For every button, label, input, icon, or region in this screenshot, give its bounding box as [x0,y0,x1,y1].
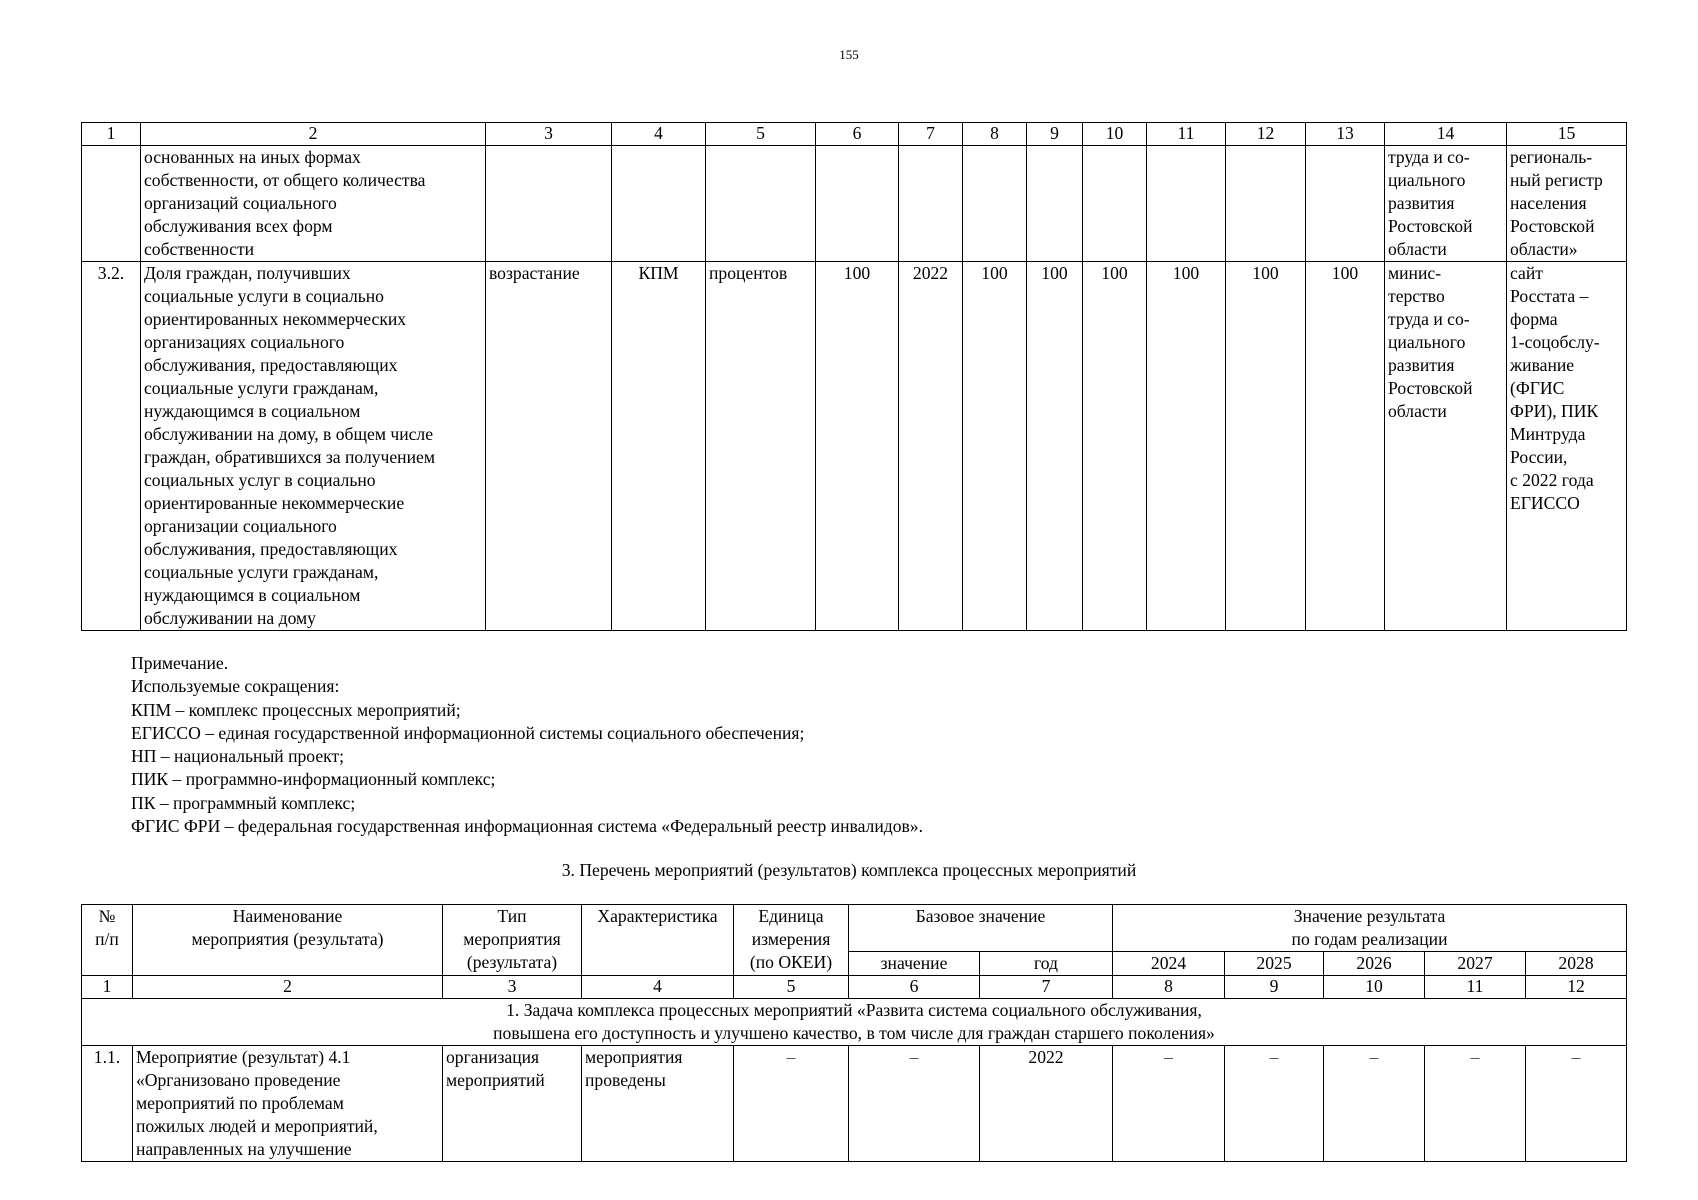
col-number: 6 [816,123,899,146]
header-name: Наименование мероприятия (результата) [133,905,443,976]
header-base-value: значение [849,952,980,976]
year-value-cell: – [1225,1046,1324,1162]
source-cell: региональ- ный регистр населения Ростовской области» [1507,146,1627,262]
cell-empty [1147,146,1226,262]
col-number: 9 [1027,123,1083,146]
cell-empty [1027,146,1083,262]
header-year: 2024 [1113,952,1225,976]
task-row [82,999,1627,1046]
column-number-row [82,123,1627,146]
col-number: 9 [1225,976,1324,999]
col-number: 4 [612,123,706,146]
abbreviation-item: ПИК – программно-информационный комплекс; [131,769,496,790]
header-row [82,905,1627,952]
abbreviation-item: ФГИС ФРИ – федеральная государственная информационная система «Федеральный реестр инвалидов». [131,816,924,837]
cell-empty [612,146,706,262]
source-cell: сайт Росстата – форма 1-соцобслу- живание (ФГИС ФРИ), ПИК Минтруда России, с 2022 года ЕГИССО [1507,262,1627,631]
base-year-cell: 2022 [980,1046,1113,1162]
unit-cell: – [734,1046,849,1162]
table-row [82,262,1627,631]
header-year: 2025 [1225,952,1324,976]
column-number-row [82,976,1627,999]
base-value-cell: 100 [816,262,899,631]
cell-empty [1083,146,1147,262]
value-cell: 100 [1083,262,1147,631]
abbreviation-item: ПК – программный комплекс; [131,792,356,813]
col-number: 6 [849,976,980,999]
cell-empty [486,146,612,262]
col-number: 15 [1507,123,1627,146]
abbreviation-item: НП – национальный проект; [131,746,345,767]
year-value-cell: – [1425,1046,1526,1162]
col-number: 10 [1324,976,1425,999]
col-number: 11 [1147,123,1226,146]
col-number: 4 [582,976,734,999]
value-cell: 100 [1306,262,1385,631]
activity-type-cell: организация мероприятий [443,1046,582,1162]
header-year: 2027 [1425,952,1526,976]
header-unit: Единица измерения (по ОКЕИ) [734,905,849,976]
page-number: 155 [839,47,859,62]
trend-cell: возрастание [486,262,612,631]
header-result: Значение результата по годам реализации [1113,905,1627,952]
col-number: 2 [141,123,486,146]
col-number: 3 [486,123,612,146]
header-num: № п/п [82,905,133,976]
level-cell: КПМ [612,262,706,631]
col-number: 7 [980,976,1113,999]
header-type: Тип мероприятия (результата) [443,905,582,976]
row-number: 1.1. [82,1046,133,1162]
table-row [82,146,1627,262]
col-number: 13 [1306,123,1385,146]
col-number: 3 [443,976,582,999]
header-characteristic: Характеристика [582,905,734,976]
year-value-cell: – [1526,1046,1627,1162]
header-base: Базовое значение [849,905,1113,952]
notes-title: Примечание. [131,653,229,673]
col-number: 1 [82,976,133,999]
year-value-cell: – [1324,1046,1425,1162]
indicator-name-cell: основанных на иных формах собственности, от общего количества организаций социального обслуживания всех форм собственности [141,146,486,262]
col-number: 12 [1226,123,1306,146]
activity-name-cell: Мероприятие (результат) 4.1 «Организовано проведение мероприятий по проблемам пожилых людей и мероприятий, направленных на улучшение [133,1046,443,1162]
value-cell: 100 [963,262,1027,631]
indicators-table [81,122,1627,631]
col-number: 5 [706,123,816,146]
section-title: 3. Перечень мероприятий (результатов) комплекса процессных мероприятий [561,860,1137,880]
col-number: 1 [82,123,141,146]
col-number: 7 [899,123,963,146]
abbreviation-item: КПМ – комплекс процессных мероприятий; [131,699,461,720]
cell-empty [1226,146,1306,262]
col-number: 11 [1425,976,1526,999]
col-number: 12 [1526,976,1627,999]
unit-cell: процентов [706,262,816,631]
col-number: 10 [1083,123,1147,146]
value-cell: 100 [1027,262,1083,631]
header-year: 2026 [1324,952,1425,976]
col-number: 14 [1385,123,1507,146]
col-number: 2 [133,976,443,999]
abbreviation-item: ЕГИССО – единая государственной информационной системы социального обеспечения; [131,722,805,743]
table-row [82,1046,1627,1162]
col-number: 8 [1113,976,1225,999]
cell-empty [816,146,899,262]
responsible-cell: труда и со- циального развития Ростовской области [1385,146,1507,262]
activities-table [81,904,1627,1162]
cell-empty [899,146,963,262]
cell-empty [82,146,141,262]
header-base-year: год [980,952,1113,976]
cell-empty [706,146,816,262]
value-cell: 100 [1226,262,1306,631]
year-value-cell: – [1113,1046,1225,1162]
row-number: 3.2. [82,262,141,631]
header-year: 2028 [1526,952,1627,976]
indicator-name-cell: Доля граждан, получивших социальные услуги в социально ориентированных некоммерческих организациях социального обслуживания, предоставляющих социальные услуги гражданам, нуждающимся в социальном обслуживании на дому, в общем числе граждан, обратившихся за получением социальных услуг в социально ориентированные некоммерческие организации социального обслуживания, предоставляющих социальные услуги гражданам, нуждающимся в социальном обслуживании на дому [141,262,486,631]
responsible-cell: минис- терство труда и со- циального развития Ростовской области [1385,262,1507,631]
task-title: 1. Задача комплекса процессных мероприятий «Развита система социального обслуживания, повышена его доступность и улучшено качество, в том числе для граждан старшего поколения» [82,999,1627,1046]
base-value-cell: – [849,1046,980,1162]
value-cell: 100 [1147,262,1226,631]
base-year-cell: 2022 [899,262,963,631]
notes-subtitle: Используемые сокращения: [131,676,340,697]
characteristic-cell: мероприятия проведены [582,1046,734,1162]
cell-empty [963,146,1027,262]
cell-empty [1306,146,1385,262]
col-number: 8 [963,123,1027,146]
col-number: 5 [734,976,849,999]
notes-block [131,652,923,838]
